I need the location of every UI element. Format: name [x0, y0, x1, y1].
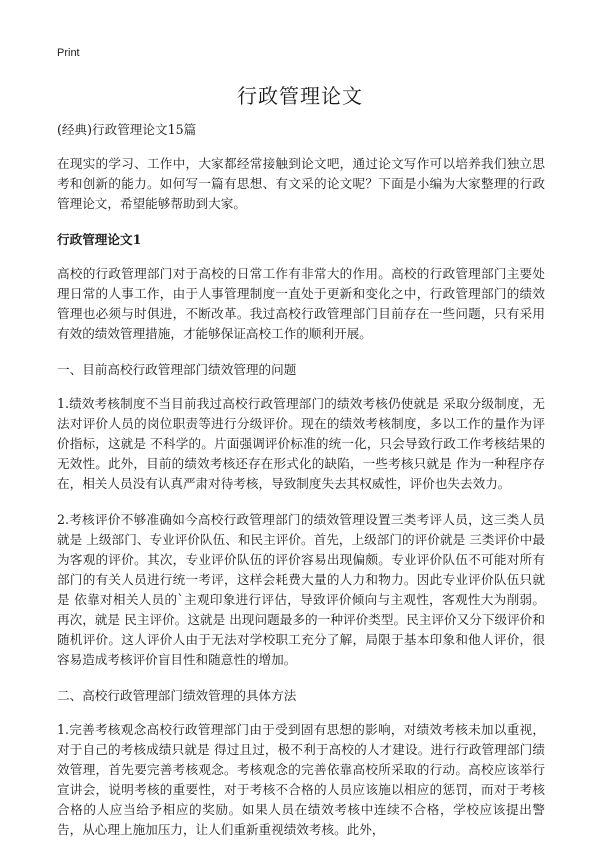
document-subtitle: (经典)行政管理论文15篇 — [57, 122, 197, 137]
print-link[interactable]: Print — [57, 47, 80, 59]
body-paragraph-1: 高校的行政管理部门对于高校的日常工作有非常大的作用。高校的行政管理部门主要处理日常的人事工作，由于人事管理制度一直处于更新和变化之中，行政管理部门的绩效管理也必须与时俱进，不断改革。我过高校行政管理部门目前存在一些问题，只有采用有效的绩效管理措施，才能够保证高校工作的顺利开展。 — [57, 266, 545, 341]
body-paragraph-2: 1.绩效考核制度不当目前我过高校行政管理部门的绩效考核仍使就是 采取分级制度，无法对评价人员的岗位职责等进行分级评价。现在的绩效考核制度，多以工作的量作为评价指标，这就是 不科学的。片面强调评价标准的统一化，只会导致行政工作考核结果的无效性。此外，目前的绩效考核还存在形式化的缺陷，一些考核只就是 作为一种程序存在，相关人员没有认真严肃对待考核，导致制度失去其权威性，评价也失去效力。 — [57, 396, 545, 491]
document-body — [57, 120, 545, 856]
heading-1: 一、目前高校行政管理部门绩效管理的问题 — [57, 362, 297, 377]
heading-2: 二、高校行政管理部门绩效管理的具体方法 — [57, 688, 297, 703]
section-title: 行政管理论文1 — [57, 232, 142, 247]
body-paragraph-3: 2.考核评价不够准确如今高校行政管理部门的绩效管理设置三类考评人员，这三类人员就是 上级部门、专业评价队伍、和民主评价。首先，上级部门的评价就是 三类评价中最为客观的评价。其次，专业评价队伍的评价容易出现偏颇。专业评价队伍不可能对所有部门的有关人员进行统一考评，这样会耗费大量的人力和物力。因此专业评价队伍只就是 依靠对相关人员的`主观印象进行评估，导致评价倾向与主观性，客观性大为削弱。再次，就是 民主评价。这就是 出现问题最多的一种评价类型。民主评价又分下级评价和随机评价。这人评价人由于无法对学校职工充分了解，局限于基本印象和他人评价，很容易造成考核评价盲目性和随意性的增加。 — [57, 512, 545, 667]
document-title: 行政管理论文 — [237, 84, 363, 108]
body-paragraph-4: 1.完善考核观念高校行政管理部门由于受到固有思想的影响，对绩效考核未加以重视，对于自己的考核成绩只就是 得过且过，极不利于高校的人才建设。进行行政管理部门绩效管理，首先要完善考核观念。考核观念的完善依靠高校所采取的行动。高校应该举行宣讲会，说明考核的重要性，对于考核不合格的人员应该施以相应的惩罚，而对于考核合格的人应当给予相应的奖励。如果人员在绩效考核中连续不合格，学校应该提出警告，从心理上施加压力，让人们重新重视绩效考核。此外， — [57, 722, 545, 837]
intro-paragraph: 在现实的学习、工作中，大家都经常接触到论文吧，通过论文写作可以培养我们独立思考和创新的能力。如何写一篇有思想、有文采的论文呢？下面是小编为大家整理的行政管理论文，希望能够帮助到大家。 — [57, 156, 545, 211]
